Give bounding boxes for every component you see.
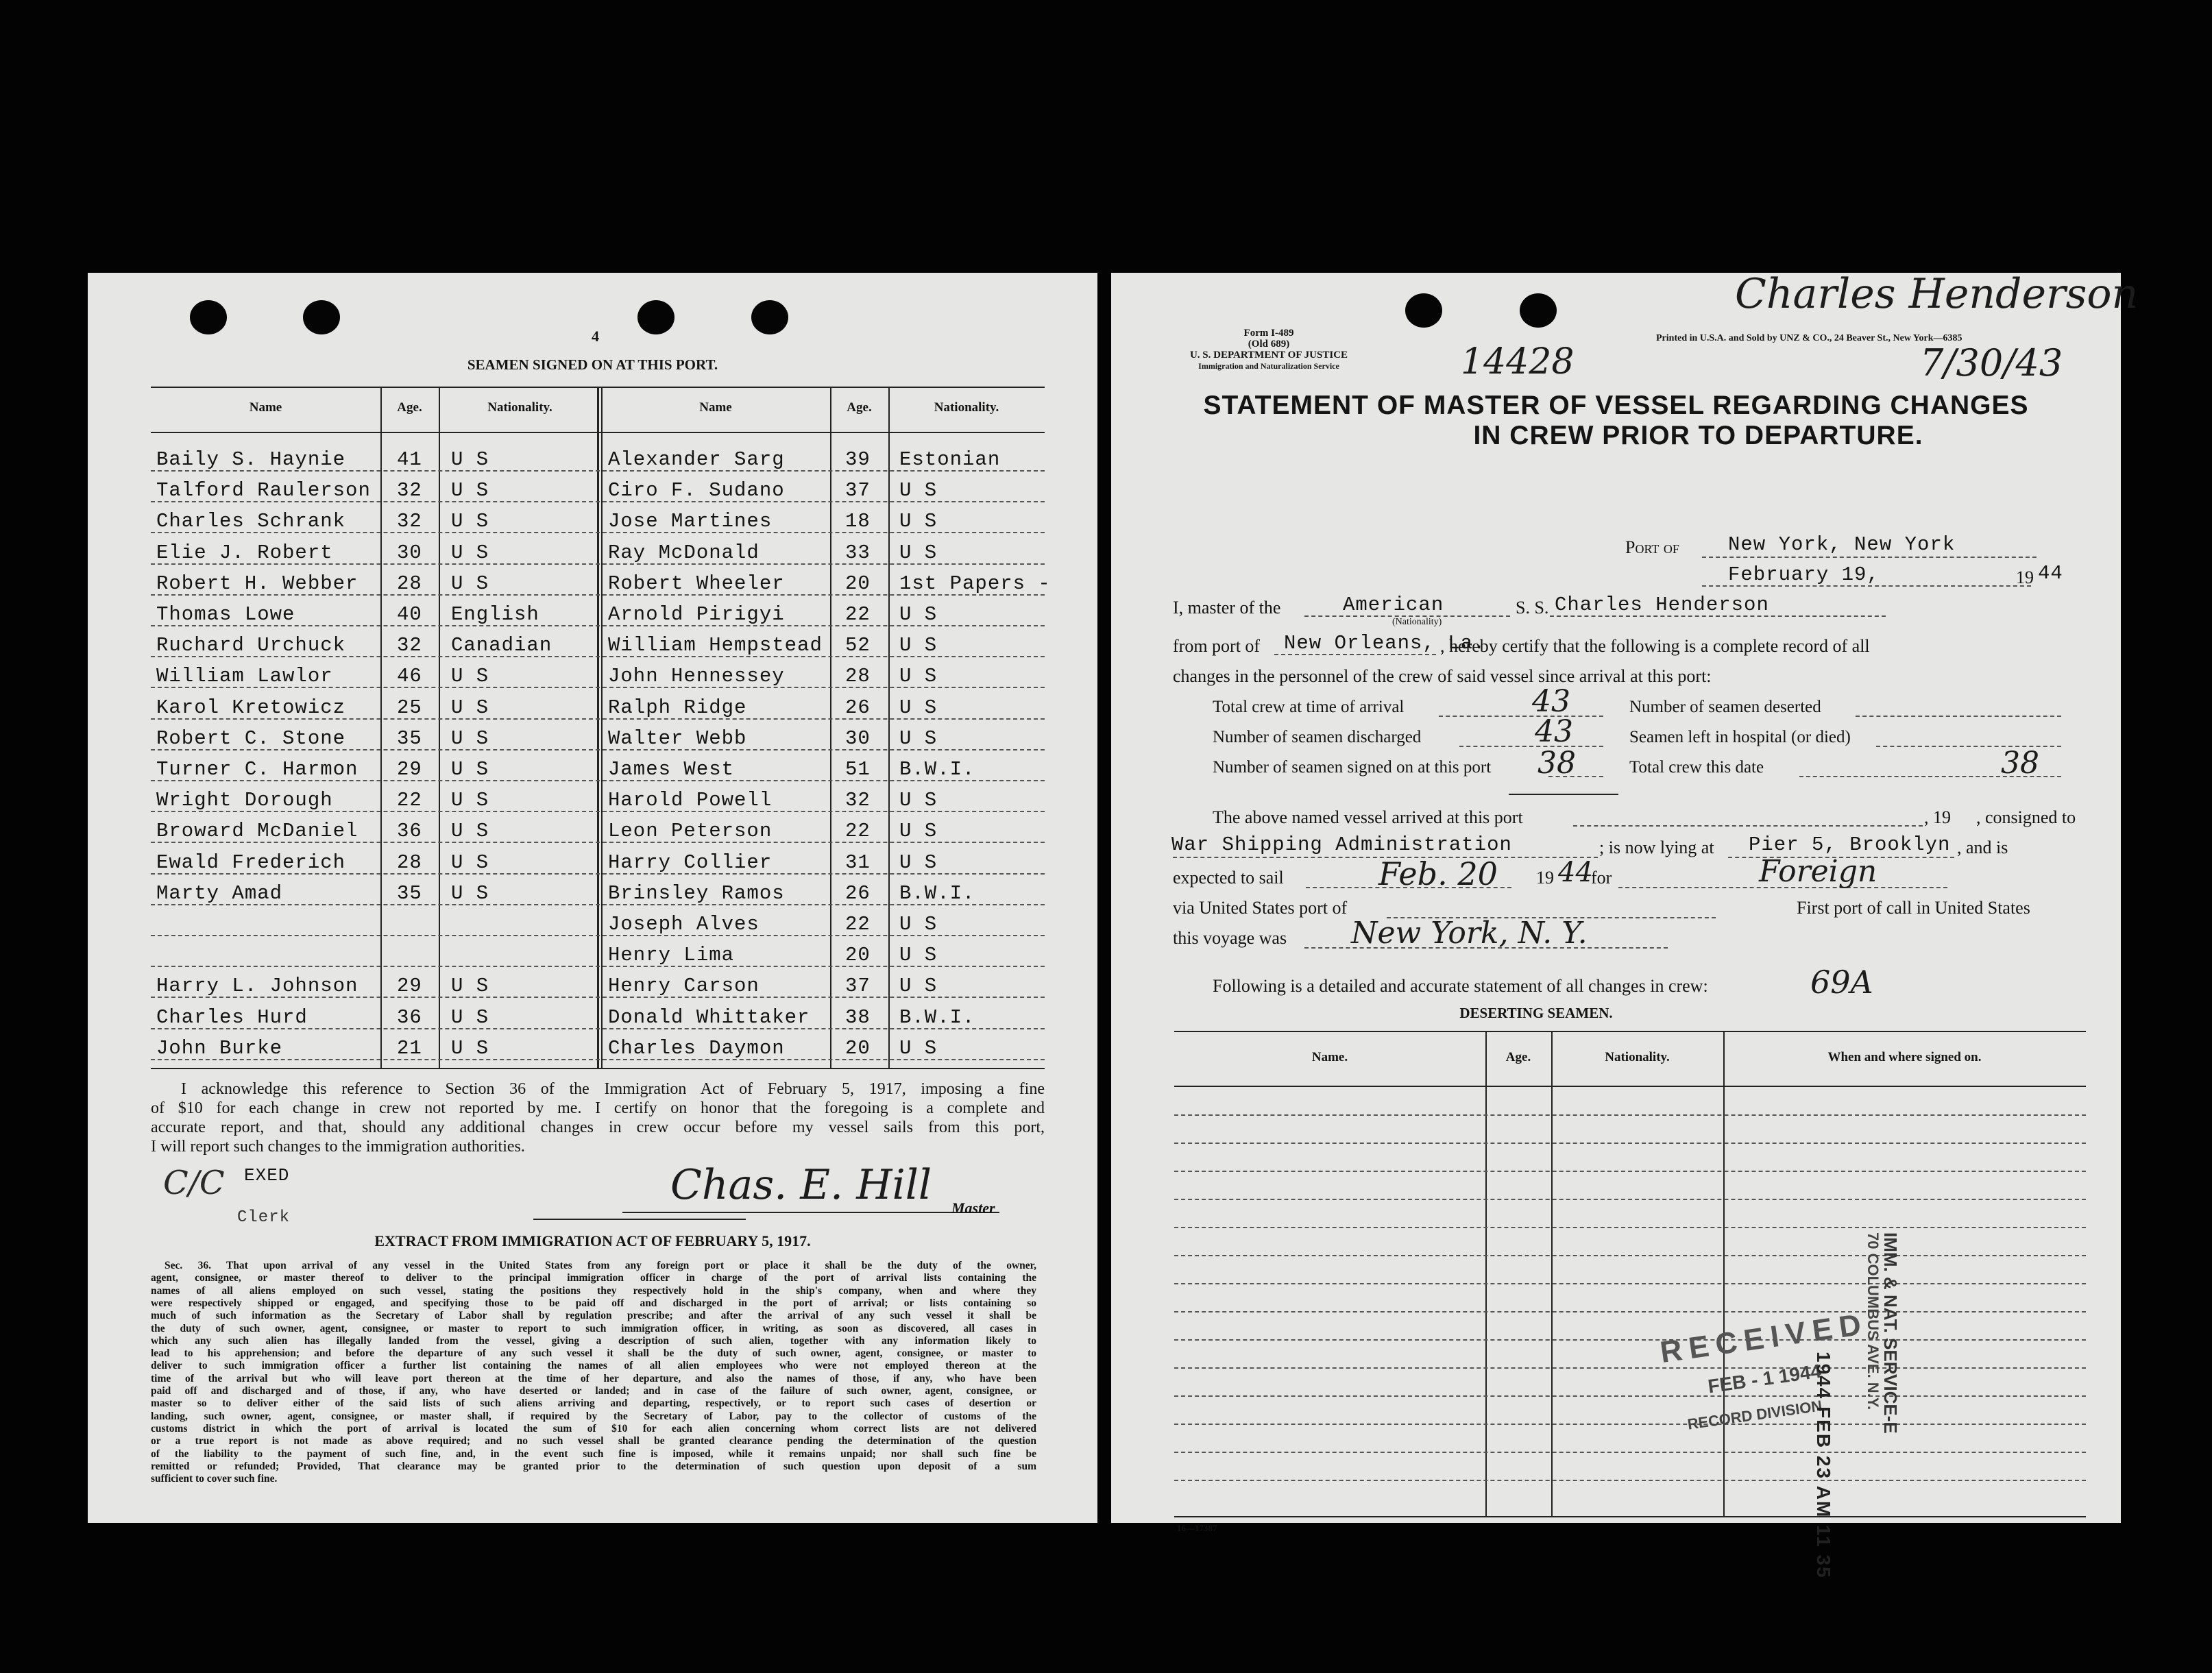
crew-name: Ralph Ridge xyxy=(608,696,747,719)
from-port-value: New Orleans, La. xyxy=(1284,632,1486,655)
extract-line: the duty of such owner, agent, consignee, or master to report to such immigration officer, in writing, as soon as discovered, all cases in xyxy=(151,1322,1036,1334)
crew-nationality: U S xyxy=(899,913,938,936)
extract-line: lead to his apprehension; and before the departure of any such vessel it shall be the duty of such owner, agent, consignee, or master to xyxy=(151,1347,1036,1360)
from-port-label: from port of xyxy=(1173,636,1261,656)
master-signature: Chas. E. Hill xyxy=(670,1161,932,1209)
extract-line: agent, consignee, or master thereof to deliver to the principal immigration officer in charge of the port of arrival lists containing the xyxy=(151,1272,1036,1284)
form-old-number: (Old 689) xyxy=(1248,339,1290,350)
crew-age: 39 xyxy=(845,448,871,471)
deserting-row-line xyxy=(1174,1283,2086,1284)
crew-name: Ray McDonald xyxy=(608,541,759,564)
acknowledgement-line: I will report such changes to the immigration authorities. xyxy=(151,1138,525,1156)
following-text: Following is a detailed and accurate statement of all changes in crew: xyxy=(1213,976,1708,996)
extract-line: were respectively shipped or engaged, and specifying those to be paid off and discharged in the port of arrival; or lists containing so xyxy=(151,1297,1036,1309)
crew-age: 37 xyxy=(845,975,871,998)
destination-value: Foreign xyxy=(1759,854,1877,889)
crew-name: William Lawlor xyxy=(156,665,333,688)
crew-name: Thomas Lowe xyxy=(156,603,295,626)
crew-nationality: U S xyxy=(899,975,938,998)
document-number: 14428 xyxy=(1461,341,1575,382)
crew-nationality: U S xyxy=(899,851,938,874)
changes-text: changes in the personnel of the crew of said vessel since arrival at this port: xyxy=(1173,666,1712,686)
column-header: Name xyxy=(249,400,282,415)
crew-name: Donald Whittaker xyxy=(608,1005,810,1029)
crew-name: Ruchard Urchuck xyxy=(156,634,346,657)
crew-nationality: U S xyxy=(451,665,489,688)
crew-nationality: U S xyxy=(899,665,938,688)
discharged-label: Number of seamen discharged xyxy=(1213,728,1422,746)
crew-age: 46 xyxy=(397,665,422,688)
crew-age: 22 xyxy=(845,820,871,843)
deserting-column-header: Nationality. xyxy=(1605,1050,1670,1064)
column-header: Age. xyxy=(397,400,422,415)
crew-name: Joseph Alves xyxy=(608,913,759,936)
consignee-value: War Shipping Administration xyxy=(1171,833,1512,856)
crew-age: 25 xyxy=(397,696,422,719)
certify-text: , hereby certify that the following is a complete record of all xyxy=(1440,636,1870,656)
arrived-year: , 19 xyxy=(1924,807,1951,827)
port-value: New York, New York xyxy=(1728,533,1956,556)
crew-age: 22 xyxy=(397,789,422,812)
crew-nationality: U S xyxy=(451,541,489,564)
first-port-value: New York, N. Y. xyxy=(1351,916,1588,951)
crew-age: 35 xyxy=(397,881,422,905)
crew-age: 35 xyxy=(397,726,422,750)
crew-nationality: U S xyxy=(899,789,938,812)
deserting-row-line xyxy=(1174,1227,2086,1228)
signed-on-value: 38 xyxy=(1538,746,1576,781)
crew-nationality: U S xyxy=(899,479,938,502)
crew-nationality: English xyxy=(451,603,539,626)
crew-nationality: U S xyxy=(899,603,938,626)
signature-line xyxy=(622,1212,999,1213)
nationality-value: American xyxy=(1343,594,1444,616)
crew-nationality: Estonian xyxy=(899,448,1001,471)
punch-hole xyxy=(637,300,674,334)
deserting-column-header: Age. xyxy=(1505,1050,1531,1064)
crew-age: 28 xyxy=(397,851,422,874)
pier-value: Pier 5, Brooklyn xyxy=(1749,833,1951,856)
total-crew-date-value: 38 xyxy=(2001,746,2039,781)
vertical-date-stamp: 1944 FEB 23 AM 11 35 xyxy=(1813,1352,1834,1579)
crew-nationality: U S xyxy=(899,696,938,719)
acknowledgement-line: I acknowledge this reference to Section 36 of the Immigration Act of February 5, 1917, imposing a fine xyxy=(181,1080,1045,1098)
crew-nationality: B.W.I. xyxy=(899,881,975,905)
punch-hole xyxy=(1520,293,1557,328)
first-port-label: First port of call in United States xyxy=(1797,898,2030,918)
vertical-address-stamp: 70 COLUMBUS AVE. N.Y. xyxy=(1864,1232,1882,1411)
crew-nationality: U S xyxy=(451,1005,489,1029)
crew-nationality: U S xyxy=(451,479,489,502)
handwritten-date: 7/30/43 xyxy=(1920,341,2063,384)
form-number: Form I-489 xyxy=(1243,328,1294,339)
crew-name: Arnold Pirigyi xyxy=(608,603,785,626)
crew-nationality: U S xyxy=(451,448,489,471)
service: Immigration and Naturalization Service xyxy=(1198,361,1339,371)
clerk-initials: C/C xyxy=(163,1164,225,1202)
deserting-row-line xyxy=(1174,1114,2086,1116)
lying-at-label: ; is now lying at xyxy=(1599,838,1714,857)
total-crew-arrival-value: 43 xyxy=(1532,684,1570,719)
crew-name: Harold Powell xyxy=(608,789,773,812)
nationality-caption: (Nationality) xyxy=(1392,617,1442,627)
crew-name: Charles Daymon xyxy=(608,1036,785,1060)
deserting-row-line xyxy=(1174,1424,2086,1425)
punch-hole xyxy=(751,300,788,334)
crew-age: 26 xyxy=(845,696,871,719)
separator xyxy=(533,1219,746,1220)
extract-line: which any such alien has illegally landed from the vessel, giving a description of such alien, together with any information likely to xyxy=(151,1334,1036,1347)
total-crew-date-label: Total crew this date xyxy=(1629,758,1764,777)
crew-age: 52 xyxy=(845,634,871,657)
crew-name: Brinsley Ramos xyxy=(608,881,785,905)
deserting-row-line xyxy=(1174,1339,2086,1341)
crew-nationality: U S xyxy=(451,975,489,998)
crew-name: Charles Hurd xyxy=(156,1005,308,1029)
punch-hole xyxy=(190,300,227,334)
extract-line: Sec. 36. That upon arrival of any vessel in the United States from any foreign port or place it shall be the duty of the owner, xyxy=(165,1260,1036,1271)
sail-date-value: Feb. 20 xyxy=(1378,855,1498,892)
extract-line: much of such information as the Secretary of Labor shall by regulation prescribe; and after the arrival of any such vessel it shall be xyxy=(151,1310,1036,1322)
crew-name: Talford Raulerson xyxy=(156,479,371,502)
crew-name: Turner C. Harmon xyxy=(156,758,358,781)
punch-hole xyxy=(303,300,340,334)
crew-name: Henry Lima xyxy=(608,944,735,967)
sail-year: 44 xyxy=(1558,857,1593,888)
crew-nationality: U S xyxy=(899,726,938,750)
expected-label: expected to sail xyxy=(1173,868,1284,888)
column-header: Age. xyxy=(847,400,872,415)
crew-age: 37 xyxy=(845,479,871,502)
left-page xyxy=(88,273,1097,1523)
crew-age: 32 xyxy=(397,479,422,502)
crew-name: Robert H. Webber xyxy=(156,572,358,595)
extract-line: master so to deliver either of the said lists of such aliens arriving and departing, respectively, or to report such cases of desertion or xyxy=(151,1397,1036,1410)
crew-name: Henry Carson xyxy=(608,975,759,998)
record-division-stamp: RECORD DIVISION xyxy=(1686,1397,1823,1433)
crew-age: 36 xyxy=(397,820,422,843)
crew-nationality: U S xyxy=(451,1036,489,1060)
punch-hole xyxy=(1405,293,1442,328)
crew-nationality: U S xyxy=(451,758,489,781)
deserting-row-line xyxy=(1174,1480,2086,1481)
crew-age: 29 xyxy=(397,758,422,781)
deserting-column-header: When and where signed on. xyxy=(1827,1050,1982,1064)
column-header: Name xyxy=(699,400,732,415)
crew-name: Ewald Frederich xyxy=(156,851,346,874)
extract-line: or a true report is not made as above required; and no such vessel shall be granted clearance pending the determination of the question xyxy=(151,1435,1036,1448)
crew-age: 41 xyxy=(397,448,422,471)
crew-age: 40 xyxy=(397,603,422,626)
acknowledgement-line: accurate report, and that, should any additional changes in crew occur before my vessel sails from this port, xyxy=(151,1119,1045,1136)
crew-age: 36 xyxy=(397,1005,422,1029)
hospital-label: Seamen left in hospital (or died) xyxy=(1629,728,1851,746)
crew-age: 28 xyxy=(845,665,871,688)
crew-age: 22 xyxy=(845,603,871,626)
extract-line: remitted or refunded; Provided, That clearance may be granted prior to the determination of such question upon deposit of a sum xyxy=(151,1460,1036,1472)
crew-age: 33 xyxy=(845,541,871,564)
deserted-label: Number of seamen deserted xyxy=(1629,698,1821,716)
crew-age: 29 xyxy=(397,975,422,998)
crew-age: 26 xyxy=(845,881,871,905)
crew-nationality: U S xyxy=(451,696,489,719)
crew-age: 32 xyxy=(845,789,871,812)
crew-age: 21 xyxy=(397,1036,422,1060)
deserting-row-line xyxy=(1174,1199,2086,1200)
extract-line: names of all aliens employed on such vessel, stating the positions they respectively hold in the ship's company, when and where they xyxy=(151,1284,1036,1297)
right-page xyxy=(1111,270,2139,1579)
crew-name: Elie J. Robert xyxy=(156,541,333,564)
crew-age: 18 xyxy=(845,510,871,533)
crew-name: Alexander Sarg xyxy=(608,448,785,471)
date-value: February 19, xyxy=(1728,563,1880,586)
signed-on-label: Number of seamen signed on at this port xyxy=(1213,758,1492,777)
crew-name: Robert Wheeler xyxy=(608,572,785,595)
crew-age: 20 xyxy=(845,944,871,967)
deserting-title: DESERTING SEAMEN. xyxy=(1459,1005,1613,1021)
column-header: Nationality. xyxy=(487,400,552,415)
crew-nationality: U S xyxy=(451,726,489,750)
crew-name: Ciro F. Sudano xyxy=(608,479,785,502)
crew-name: James West xyxy=(608,758,735,781)
year-value: 44 xyxy=(2038,562,2063,585)
crew-name: Charles Schrank xyxy=(156,510,346,533)
crew-name: John Burke xyxy=(156,1036,283,1060)
crew-nationality: U S xyxy=(451,820,489,843)
and-is-label: , and is xyxy=(1957,838,2008,857)
extract-line: sufficient to cover such fine. xyxy=(151,1473,278,1485)
consigned-to-label: , consigned to xyxy=(1976,807,2076,827)
extract-line: landing, such owner, agent, consignee, or master shall, if required by the Secretary of Labor, pay to the collector of customs of the xyxy=(151,1410,1036,1422)
crew-nationality: U S xyxy=(451,510,489,533)
received-stamp: RECEIVED xyxy=(1658,1307,1870,1369)
crew-age: 32 xyxy=(397,634,422,657)
crew-nationality: U S xyxy=(451,572,489,595)
crew-nationality: U S xyxy=(899,820,938,843)
crew-age: 22 xyxy=(845,913,871,936)
deserting-row-line xyxy=(1174,1311,2086,1312)
arrived-text: The above named vessel arrived at this port xyxy=(1213,807,1523,827)
crew-name: Karol Kretowicz xyxy=(156,696,346,719)
crew-nationality: B.W.I. xyxy=(899,758,975,781)
crew-age: 38 xyxy=(845,1005,871,1029)
crew-name: Harry L. Johnson xyxy=(156,975,358,998)
department: U. S. DEPARTMENT OF JUSTICE xyxy=(1189,350,1348,361)
deserting-row-line xyxy=(1174,1395,2086,1397)
deserting-row-line xyxy=(1174,1171,2086,1172)
total-crew-arrival-label: Total crew at time of arrival xyxy=(1213,698,1405,716)
sail-year-prefix: 19 xyxy=(1536,868,1554,888)
crew-nationality: U S xyxy=(451,881,489,905)
master-label: Master xyxy=(951,1199,995,1217)
crew-age: 28 xyxy=(397,572,422,595)
form-info xyxy=(1125,328,1413,371)
extract-line: deliver to such immigration officer a further list containing the names of all alien employees who were not employed thereon at the xyxy=(151,1360,1036,1372)
crew-name: John Hennessey xyxy=(608,665,785,688)
crew-name: Robert C. Stone xyxy=(156,726,346,750)
footer-code: 16—17387 xyxy=(1177,1523,1217,1533)
crew-name: Broward McDaniel xyxy=(156,820,358,843)
extract-line: customs district in which the port of arrival is located the sum of $10 for each alien concerning whom correct lists are not delivered xyxy=(151,1422,1036,1434)
extract-line: time of the arrival but who will leave port thereon at the time of her departure, and also the names of those, if any, who have been xyxy=(151,1372,1036,1384)
crew-nationality: U S xyxy=(899,541,938,564)
crew-nationality: U S xyxy=(451,789,489,812)
handwritten-ship-name: Charles Henderson xyxy=(1735,270,2139,318)
crew-nationality: U S xyxy=(899,1036,938,1060)
via-label: via United States port of xyxy=(1173,898,1348,918)
crew-nationality: 1st Papers - xyxy=(899,572,1051,595)
crew-age: 20 xyxy=(845,1036,871,1060)
crew-name: William Hempstead xyxy=(608,634,823,657)
extract-line: of the liability to the payment of such fine, and, in the event such fine is imposed, while it remains unpaid; nor shall such fine be xyxy=(151,1448,1036,1460)
crew-name: Wright Dorough xyxy=(156,789,333,812)
voyage-label: this voyage was xyxy=(1173,928,1287,948)
deserting-row-line xyxy=(1174,1143,2086,1144)
year-prefix: 19 xyxy=(2016,567,2034,587)
vertical-service-stamp: IMM. & NAT. SERVICE-E xyxy=(1880,1232,1901,1434)
extract-line: paid off and discharged and of those, if any, who have deserted or landed; and in case of the failure of such owner, agent, consignee, or xyxy=(151,1385,1036,1397)
form-title-line-1: STATEMENT OF MASTER OF VESSEL REGARDING CHANGES xyxy=(1203,391,2029,420)
port-label: Port of xyxy=(1625,537,1679,557)
crew-nationality: U S xyxy=(451,851,489,874)
crew-name: Harry Collier xyxy=(608,851,773,874)
extract-title: EXTRACT FROM IMMIGRATION ACT OF FEBRUARY 5, 1917. xyxy=(374,1232,811,1249)
deserting-column-header: Name. xyxy=(1311,1050,1348,1064)
discharged-value: 43 xyxy=(1535,714,1573,749)
crew-name: Leon Peterson xyxy=(608,820,773,843)
deserting-row-line xyxy=(1174,1255,2086,1256)
clerk-label: Clerk xyxy=(237,1208,291,1227)
crew-name: Marty Amad xyxy=(156,881,283,905)
crew-nationality: B.W.I. xyxy=(899,1005,975,1029)
crew-nationality: U S xyxy=(899,944,938,967)
crew-age: 32 xyxy=(397,510,422,533)
deserting-row-line xyxy=(1174,1367,2086,1369)
received-date-stamp: FEB - 1 1944 xyxy=(1706,1360,1823,1397)
ss-label: S. S. xyxy=(1516,598,1549,618)
form-title-line-2: IN CREW PRIOR TO DEPARTURE. xyxy=(1473,421,1923,450)
page-number: 4 xyxy=(592,328,599,345)
crew-name: Jose Martines xyxy=(608,510,773,533)
acknowledgement-line: of $10 for each change in crew not reported by me. I certify on honor that the foregoing is a complete and xyxy=(151,1099,1045,1117)
column-header: Nationality. xyxy=(934,400,999,415)
crew-age: 20 xyxy=(845,572,871,595)
reference-code: 69A xyxy=(1810,964,1873,1001)
section-heading: SEAMEN SIGNED ON AT THIS PORT. xyxy=(467,356,718,373)
printer-line: Printed in U.S.A. and Sold by UNZ & CO., 24 Beaver St., New York—6385 xyxy=(1656,333,1962,343)
for-label: for xyxy=(1591,868,1612,888)
exed-stamp: EXED xyxy=(244,1165,290,1186)
crew-nationality: U S xyxy=(899,634,938,657)
crew-name: Baily S. Haynie xyxy=(156,448,346,471)
master-of-label: I, master of the xyxy=(1173,598,1281,618)
crew-age: 30 xyxy=(397,541,422,564)
crew-age: 30 xyxy=(845,726,871,750)
crew-nationality: Canadian xyxy=(451,634,552,657)
crew-age: 31 xyxy=(845,851,871,874)
crew-name: Walter Webb xyxy=(608,726,747,750)
deserting-row-line xyxy=(1174,1452,2086,1453)
ship-name: Charles Henderson xyxy=(1555,594,1769,616)
crew-nationality: U S xyxy=(899,510,938,533)
crew-age: 51 xyxy=(845,758,871,781)
